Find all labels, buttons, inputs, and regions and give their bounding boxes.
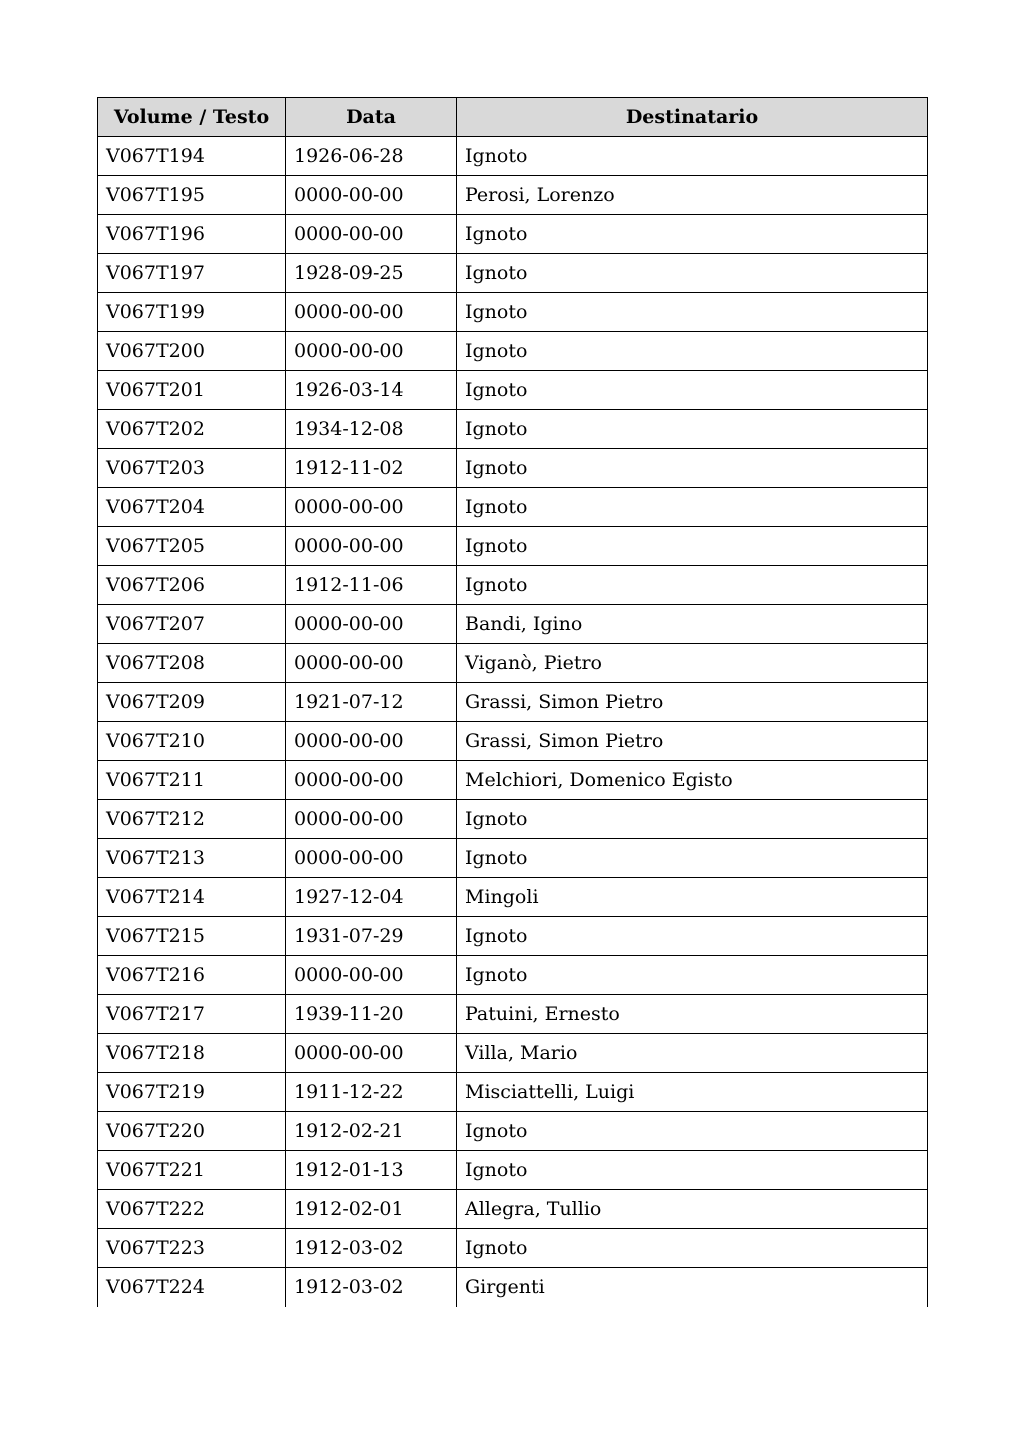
cell-data: 1912-03-02 [286, 1268, 457, 1307]
cell-data: 1939-11-20 [286, 995, 457, 1034]
cell-volume-testo: V067T223 [98, 1229, 286, 1268]
table-row [98, 956, 928, 995]
cell-destinatario: Ignoto [457, 566, 928, 605]
cell-destinatario: Ignoto [457, 1151, 928, 1190]
cell-data: 1912-01-13 [286, 1151, 457, 1190]
cell-volume-testo: V067T221 [98, 1151, 286, 1190]
cell-volume-testo: V067T206 [98, 566, 286, 605]
cell-data: 1926-06-28 [286, 137, 457, 176]
cell-data: 0000-00-00 [286, 722, 457, 761]
table-row [98, 566, 928, 605]
cell-data: 1927-12-04 [286, 878, 457, 917]
cell-destinatario: Ignoto [457, 956, 928, 995]
table-row [98, 1112, 928, 1151]
cell-destinatario: Ignoto [457, 254, 928, 293]
cell-volume-testo: V067T202 [98, 410, 286, 449]
table-row [98, 176, 928, 215]
cell-destinatario: Ignoto [457, 1112, 928, 1151]
cell-volume-testo: V067T201 [98, 371, 286, 410]
cell-data: 1912-11-06 [286, 566, 457, 605]
header-destinatario: Destinatario [457, 98, 928, 137]
cell-destinatario: Allegra, Tullio [457, 1190, 928, 1229]
header-data: Data [286, 98, 457, 137]
cell-destinatario: Grassi, Simon Pietro [457, 722, 928, 761]
table-row [98, 722, 928, 761]
cell-destinatario: Ignoto [457, 293, 928, 332]
cell-volume-testo: V067T195 [98, 176, 286, 215]
cell-data: 0000-00-00 [286, 1034, 457, 1073]
table-row [98, 1268, 928, 1307]
cell-data: 0000-00-00 [286, 293, 457, 332]
table-row [98, 527, 928, 566]
cell-data: 0000-00-00 [286, 605, 457, 644]
cell-volume-testo: V067T219 [98, 1073, 286, 1112]
cell-data: 0000-00-00 [286, 800, 457, 839]
table-row [98, 371, 928, 410]
cell-volume-testo: V067T213 [98, 839, 286, 878]
cell-volume-testo: V067T214 [98, 878, 286, 917]
cell-destinatario: Viganò, Pietro [457, 644, 928, 683]
cell-destinatario: Ignoto [457, 215, 928, 254]
header-row [98, 98, 928, 137]
cell-destinatario: Ignoto [457, 527, 928, 566]
table-row [98, 761, 928, 800]
cell-volume-testo: V067T194 [98, 137, 286, 176]
table-row [98, 800, 928, 839]
cell-volume-testo: V067T215 [98, 917, 286, 956]
cell-destinatario: Ignoto [457, 488, 928, 527]
table-row [98, 995, 928, 1034]
cell-data: 0000-00-00 [286, 176, 457, 215]
table-row [98, 1034, 928, 1073]
table-row [98, 449, 928, 488]
cell-data: 0000-00-00 [286, 332, 457, 371]
cell-destinatario: Grassi, Simon Pietro [457, 683, 928, 722]
cell-data: 0000-00-00 [286, 839, 457, 878]
cell-destinatario: Ignoto [457, 839, 928, 878]
cell-volume-testo: V067T205 [98, 527, 286, 566]
table-row [98, 1190, 928, 1229]
cell-volume-testo: V067T196 [98, 215, 286, 254]
cell-data: 0000-00-00 [286, 488, 457, 527]
header-volume-testo: Volume / Testo [98, 98, 286, 137]
cell-destinatario: Melchiori, Domenico Egisto [457, 761, 928, 800]
cell-volume-testo: V067T203 [98, 449, 286, 488]
table-row [98, 683, 928, 722]
cell-destinatario: Girgenti [457, 1268, 928, 1307]
cell-data: 1911-12-22 [286, 1073, 457, 1112]
cell-destinatario: Ignoto [457, 1229, 928, 1268]
cell-volume-testo: V067T222 [98, 1190, 286, 1229]
cell-volume-testo: V067T220 [98, 1112, 286, 1151]
cell-destinatario: Ignoto [457, 137, 928, 176]
cell-destinatario: Ignoto [457, 917, 928, 956]
cell-data: 0000-00-00 [286, 527, 457, 566]
table-header [98, 98, 928, 137]
cell-data: 1928-09-25 [286, 254, 457, 293]
table-row [98, 605, 928, 644]
cell-volume-testo: V067T197 [98, 254, 286, 293]
cell-data: 0000-00-00 [286, 761, 457, 800]
cell-destinatario: Perosi, Lorenzo [457, 176, 928, 215]
table-row [98, 137, 928, 176]
cell-volume-testo: V067T207 [98, 605, 286, 644]
cell-data: 1912-11-02 [286, 449, 457, 488]
cell-destinatario: Patuini, Ernesto [457, 995, 928, 1034]
cell-volume-testo: V067T216 [98, 956, 286, 995]
cell-destinatario: Villa, Mario [457, 1034, 928, 1073]
cell-data: 0000-00-00 [286, 956, 457, 995]
cell-destinatario: Ignoto [457, 800, 928, 839]
cell-volume-testo: V067T211 [98, 761, 286, 800]
cell-volume-testo: V067T209 [98, 683, 286, 722]
cell-data: 1934-12-08 [286, 410, 457, 449]
cell-data: 1912-03-02 [286, 1229, 457, 1268]
table-row [98, 878, 928, 917]
table-row [98, 917, 928, 956]
cell-data: 1912-02-01 [286, 1190, 457, 1229]
cell-data: 1926-03-14 [286, 371, 457, 410]
cell-destinatario: Misciattelli, Luigi [457, 1073, 928, 1112]
table-row [98, 293, 928, 332]
cell-data: 1931-07-29 [286, 917, 457, 956]
cell-volume-testo: V067T208 [98, 644, 286, 683]
cell-destinatario: Ignoto [457, 371, 928, 410]
cell-destinatario: Ignoto [457, 332, 928, 371]
table-row [98, 332, 928, 371]
table-row [98, 1073, 928, 1112]
cell-volume-testo: V067T212 [98, 800, 286, 839]
table-row [98, 254, 928, 293]
cell-data: 1921-07-12 [286, 683, 457, 722]
cell-volume-testo: V067T204 [98, 488, 286, 527]
cell-data: 0000-00-00 [286, 215, 457, 254]
cell-destinatario: Mingoli [457, 878, 928, 917]
cell-volume-testo: V067T218 [98, 1034, 286, 1073]
cell-destinatario: Ignoto [457, 449, 928, 488]
cell-volume-testo: V067T217 [98, 995, 286, 1034]
table-row [98, 215, 928, 254]
cell-destinatario: Ignoto [457, 410, 928, 449]
cell-volume-testo: V067T200 [98, 332, 286, 371]
cell-volume-testo: V067T210 [98, 722, 286, 761]
cell-data: 0000-00-00 [286, 644, 457, 683]
table-row [98, 1151, 928, 1190]
cell-volume-testo: V067T224 [98, 1268, 286, 1307]
cell-data: 1912-02-21 [286, 1112, 457, 1151]
table-body [98, 137, 928, 1307]
cell-volume-testo: V067T199 [98, 293, 286, 332]
letters-table [97, 97, 928, 1307]
cell-destinatario: Bandi, Igino [457, 605, 928, 644]
table-row [98, 488, 928, 527]
table-row [98, 1229, 928, 1268]
table-row [98, 839, 928, 878]
table-row [98, 410, 928, 449]
table-row [98, 644, 928, 683]
